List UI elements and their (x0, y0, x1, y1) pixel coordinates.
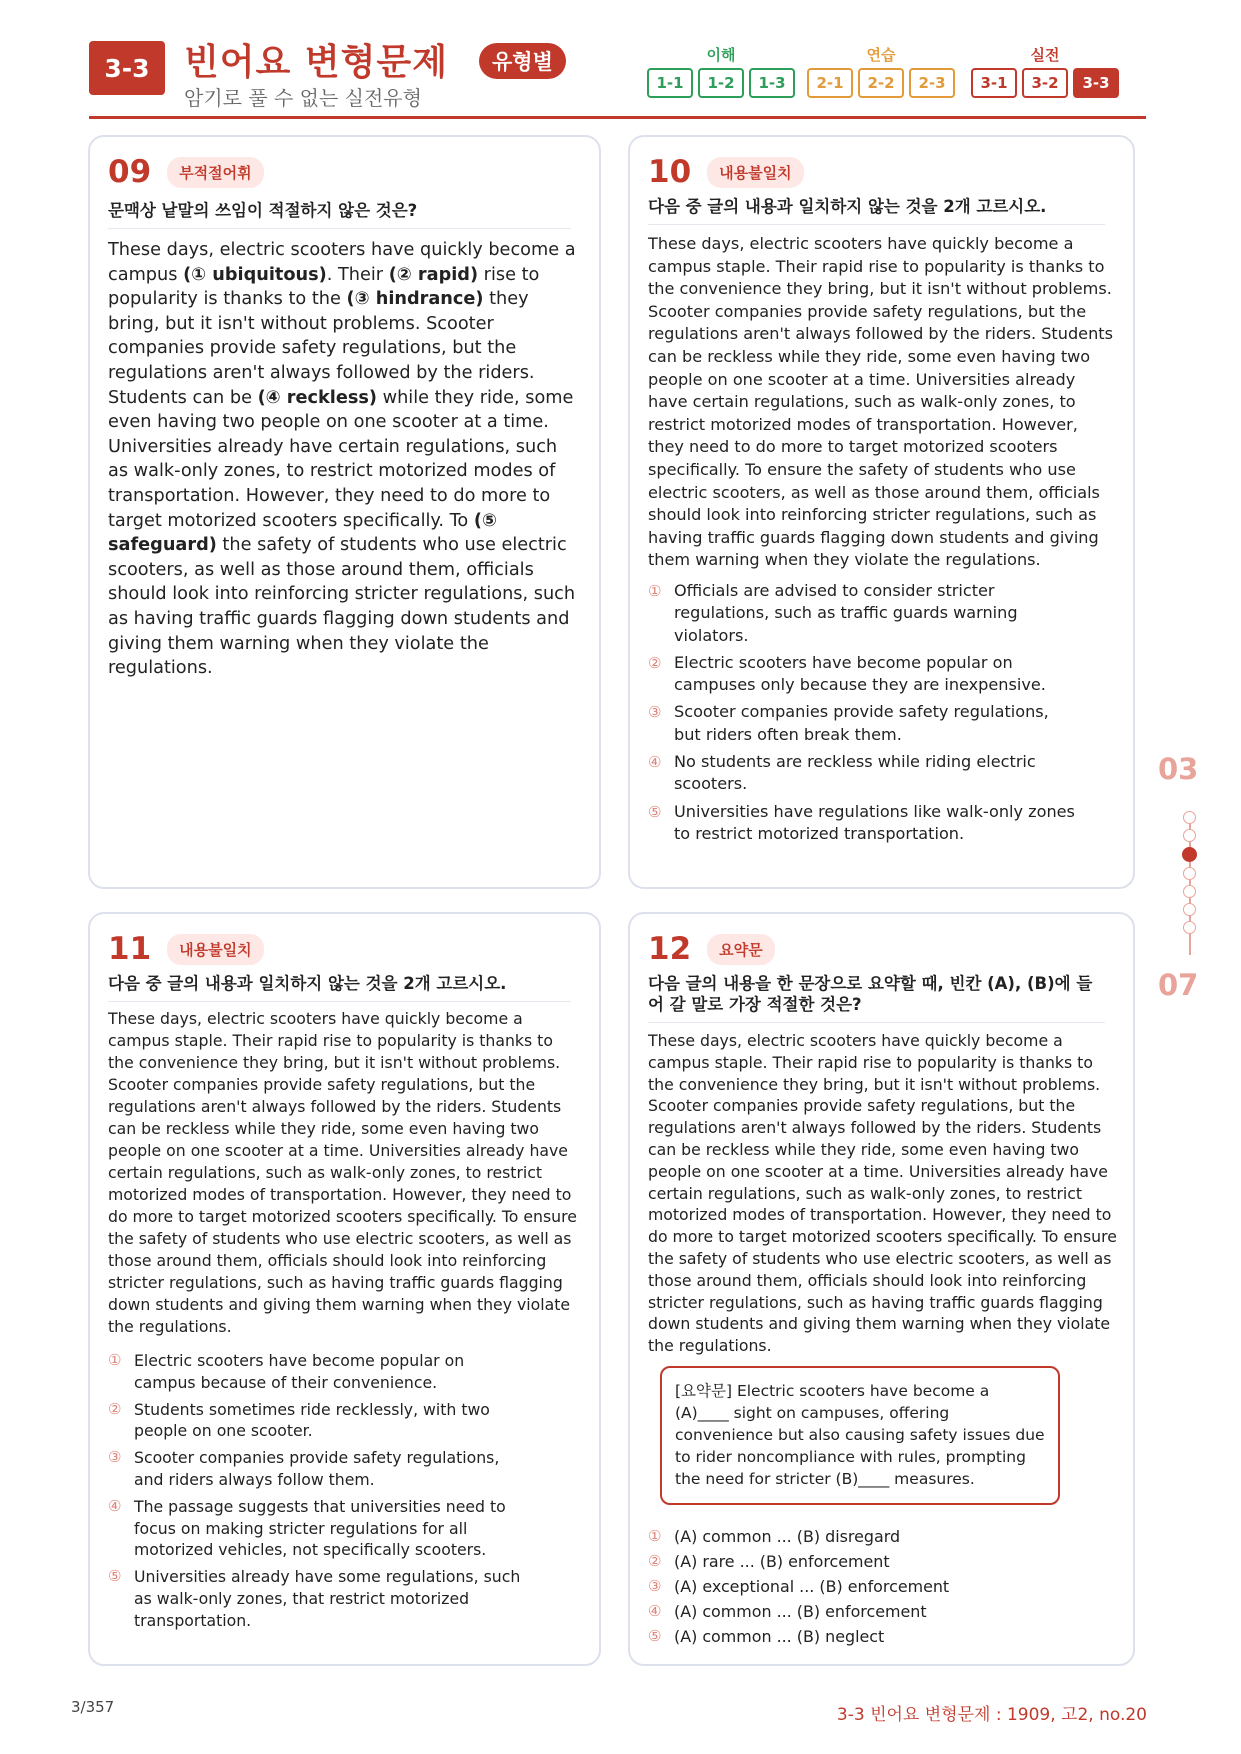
answer-choice[interactable]: ① (A) common ... (B) disregard (648, 1527, 901, 1546)
level-tab-2-2[interactable]: 2-2 (858, 68, 904, 98)
source-reference: 3-3 빈어요 변형문제 : 1909, 고2, no.20 (836, 1705, 1147, 1725)
level-label: 연습 (866, 46, 896, 64)
header-divider (89, 116, 1146, 119)
level-tab-3-1[interactable]: 3-1 (971, 68, 1017, 98)
level-tab-2-1[interactable]: 2-1 (807, 68, 853, 98)
side-nav-dot[interactable] (1183, 829, 1196, 842)
question-type-tag: 요약문 (707, 934, 774, 965)
answer-choice[interactable]: ④ (A) common ... (B) enforcement (648, 1602, 927, 1621)
answer-choice[interactable]: ① Electric scooters have become popular on campus because of their convenience. (108, 1351, 465, 1392)
question-number: 10 (648, 154, 692, 190)
side-nav-start: 03 (1158, 752, 1199, 786)
side-nav-dot[interactable] (1183, 921, 1196, 934)
level-tab-1-1[interactable]: 1-1 (647, 68, 693, 98)
page-title: 빈어요 변형문제 (184, 42, 448, 83)
question-card-09 (88, 135, 601, 889)
level-tab-3-2[interactable]: 3-2 (1022, 68, 1068, 98)
question-card-11 (88, 912, 601, 1666)
side-nav-end: 07 (1158, 968, 1199, 1002)
question-type-tag: 내용불일치 (167, 934, 263, 965)
type-pill: 유형별 (479, 43, 566, 79)
answer-choice[interactable]: ④ No students are reckless while riding electric scooters. (648, 752, 1036, 794)
level-group-real (971, 44, 1119, 98)
level-label: 실전 (1030, 46, 1060, 64)
level-tab-2-3[interactable]: 2-3 (909, 68, 955, 98)
answer-choice[interactable]: ⑤ Universities already have some regulations, such as walk-only zones, that restrict motorized transportation. (108, 1567, 521, 1630)
answer-choice[interactable]: ③ Scooter companies provide safety regulations, and riders always follow them. (108, 1448, 500, 1489)
page-number: 3/357 (71, 1698, 115, 1716)
answer-choices (648, 1524, 1078, 1649)
vocab-option: (① ubiquitous) (183, 264, 327, 285)
answer-choices (108, 1350, 523, 1632)
section-badge: 3-3 (89, 41, 165, 95)
question-number: 09 (108, 154, 152, 190)
question-type-tag: 부적절어휘 (167, 157, 263, 188)
answer-choice[interactable]: ⑤ (A) common ... (B) neglect (648, 1627, 885, 1646)
side-nav-dot[interactable] (1183, 885, 1196, 898)
answer-choice[interactable]: ② Students sometimes ride recklessly, with two people on one scooter. (108, 1399, 490, 1441)
side-nav-dot[interactable] (1183, 811, 1196, 824)
vocab-option: (④ reckless) (257, 387, 377, 408)
question-prompt: 다음 중 글의 내용과 일치하지 않는 것을 2개 고르시오. (648, 196, 1105, 225)
answer-choices (648, 580, 1078, 845)
answer-choice[interactable]: ① Officials are advised to consider stricter regulations, such as traffic guards warning violators. (648, 581, 1018, 645)
side-nav-dot[interactable] (1183, 903, 1196, 916)
question-passage: These days, electric scooters have quickly become a campus staple. Their rapid rise to popularity is thanks to the convenience they bring, but it isn't without problems. Scooter companies provide safety regulations, but the regulations aren't always followed by the riders. Students can be reckless while they ride, some even having two people on one scooter at a time. Universities already have certain regulations, such as walk-only zones, to restrict motorized modes of transportation. However, they need to do more to target motorized scooters specifically. To ensure the safety of students who use electric scooters, as well as those around them, officials should look into reinforcing stricter regulations, such as having traffic guards flagging down students and giving them warning when they violate the regulations. (648, 1031, 1117, 1356)
answer-choice[interactable]: ⑤ Universities have regulations like walk-only zones to restrict motorized transportation. (648, 801, 1075, 843)
side-nav-dot[interactable] (1183, 867, 1196, 880)
answer-choice[interactable]: ② Electric scooters have become popular on campuses only because they are inexpensive. (648, 652, 1046, 695)
answer-choice[interactable]: ③ Scooter companies provide safety regulations, but riders often break them. (648, 702, 1049, 744)
question-passage: These days, electric scooters have quickly become a campus (① ubiquitous). Their (② rapid) rise to popularity is thanks to the (③ hindrance) they bring, but it isn't without problems. Scooter companies provide safety regulations, but the regulations aren't always followed by the riders. Students can be (④ reckless) while they ride, some even having two people on one scooter at a time. Universities already have certain regulations, such as walk-only zones, to restrict motorized modes of transportation. However, they need to do more to target motorized scooters specifically. To (⑤ safeguard) the safety of students who use electric scooters, as well as those around them, officials should look into reinforcing stricter regulations, such as having traffic guards flagging down students and giving them warning when they violate the regulations. (108, 240, 576, 679)
page-subtitle: 암기로 풀 수 없는 실전유형 (184, 86, 422, 110)
question-number: 12 (648, 931, 692, 967)
vocab-option: (⑤ safeguard) (108, 510, 497, 556)
question-card-10 (628, 135, 1135, 889)
side-nav-dot-active[interactable] (1182, 847, 1197, 862)
vocab-option: (② rapid) (388, 264, 479, 285)
level-tab-1-2[interactable]: 1-2 (698, 68, 744, 98)
question-type-tag: 내용불일치 (707, 157, 803, 188)
answer-choice[interactable]: ③ (A) exceptional ... (B) enforcement (648, 1577, 950, 1596)
question-prompt: 문맥상 낱말의 쓰임이 적절하지 않은 것은? (108, 200, 571, 229)
question-prompt: 다음 글의 내용을 한 문장으로 요약할 때, 빈칸 (A), (B)에 들어 갈 말로 가장 적절한 것은? (648, 973, 1105, 1023)
summary-box: [요약문] Electric scooters have become a (A)____ sight on campuses, offering convenience but also causing safety issues due to rider noncompliance with rules, prompting the need for stricter (B)____ measures. (660, 1366, 1060, 1505)
question-number: 11 (108, 931, 152, 967)
level-group-understand (647, 44, 795, 98)
level-group-practice (807, 44, 955, 98)
question-passage: These days, electric scooters have quickly become a campus staple. Their rapid rise to popularity is thanks to the convenience they bring, but it isn't without problems. Scooter companies provide safety regulations, but the regulations aren't always followed by the riders. Students can be reckless while they ride, some even having two people on one scooter at a time. Universities already have certain regulations, such as walk-only zones, to restrict motorized modes of transportation. However, they need to do more to target motorized scooters specifically. To ensure the safety of students who use electric scooters, as well as those around them, officials should look into reinforcing stricter regulations, such as having traffic guards flagging down students and giving them warning when they violate the regulations. (648, 234, 1113, 570)
level-label: 이해 (706, 46, 736, 64)
answer-choice[interactable]: ④ The passage suggests that universities need to focus on making stricter regulations for all motorized vehicles, not specifically scooters. (108, 1496, 506, 1560)
question-prompt: 다음 중 글의 내용과 일치하지 않는 것을 2개 고르시오. (108, 973, 571, 1002)
side-nav-dots (1183, 811, 1197, 939)
answer-choice[interactable]: ② (A) rare ... (B) enforcement (648, 1552, 890, 1571)
level-tab-1-3[interactable]: 1-3 (749, 68, 795, 98)
question-card-12 (628, 912, 1135, 1666)
question-passage: These days, electric scooters have quickly become a campus staple. Their rapid rise to popularity is thanks to the convenience they bring, but it isn't without problems. Scooter companies provide safety regulations, but the regulations aren't always followed by the riders. Students can be reckless while they ride, some even having two people on one scooter at a time. Universities already have certain regulations, such as walk-only zones, to restrict motorized modes of transportation. However, they need to do more to target motorized scooters specifically. To ensure the safety of students who use electric scooters, as well as those around them, officials should look into reinforcing stricter regulations, such as having traffic guards flagging down students and giving them warning when they violate the regulations. (108, 1009, 577, 1336)
vocab-option: (③ hindrance) (346, 289, 484, 310)
level-tab-3-3[interactable]: 3-3 (1073, 68, 1119, 98)
